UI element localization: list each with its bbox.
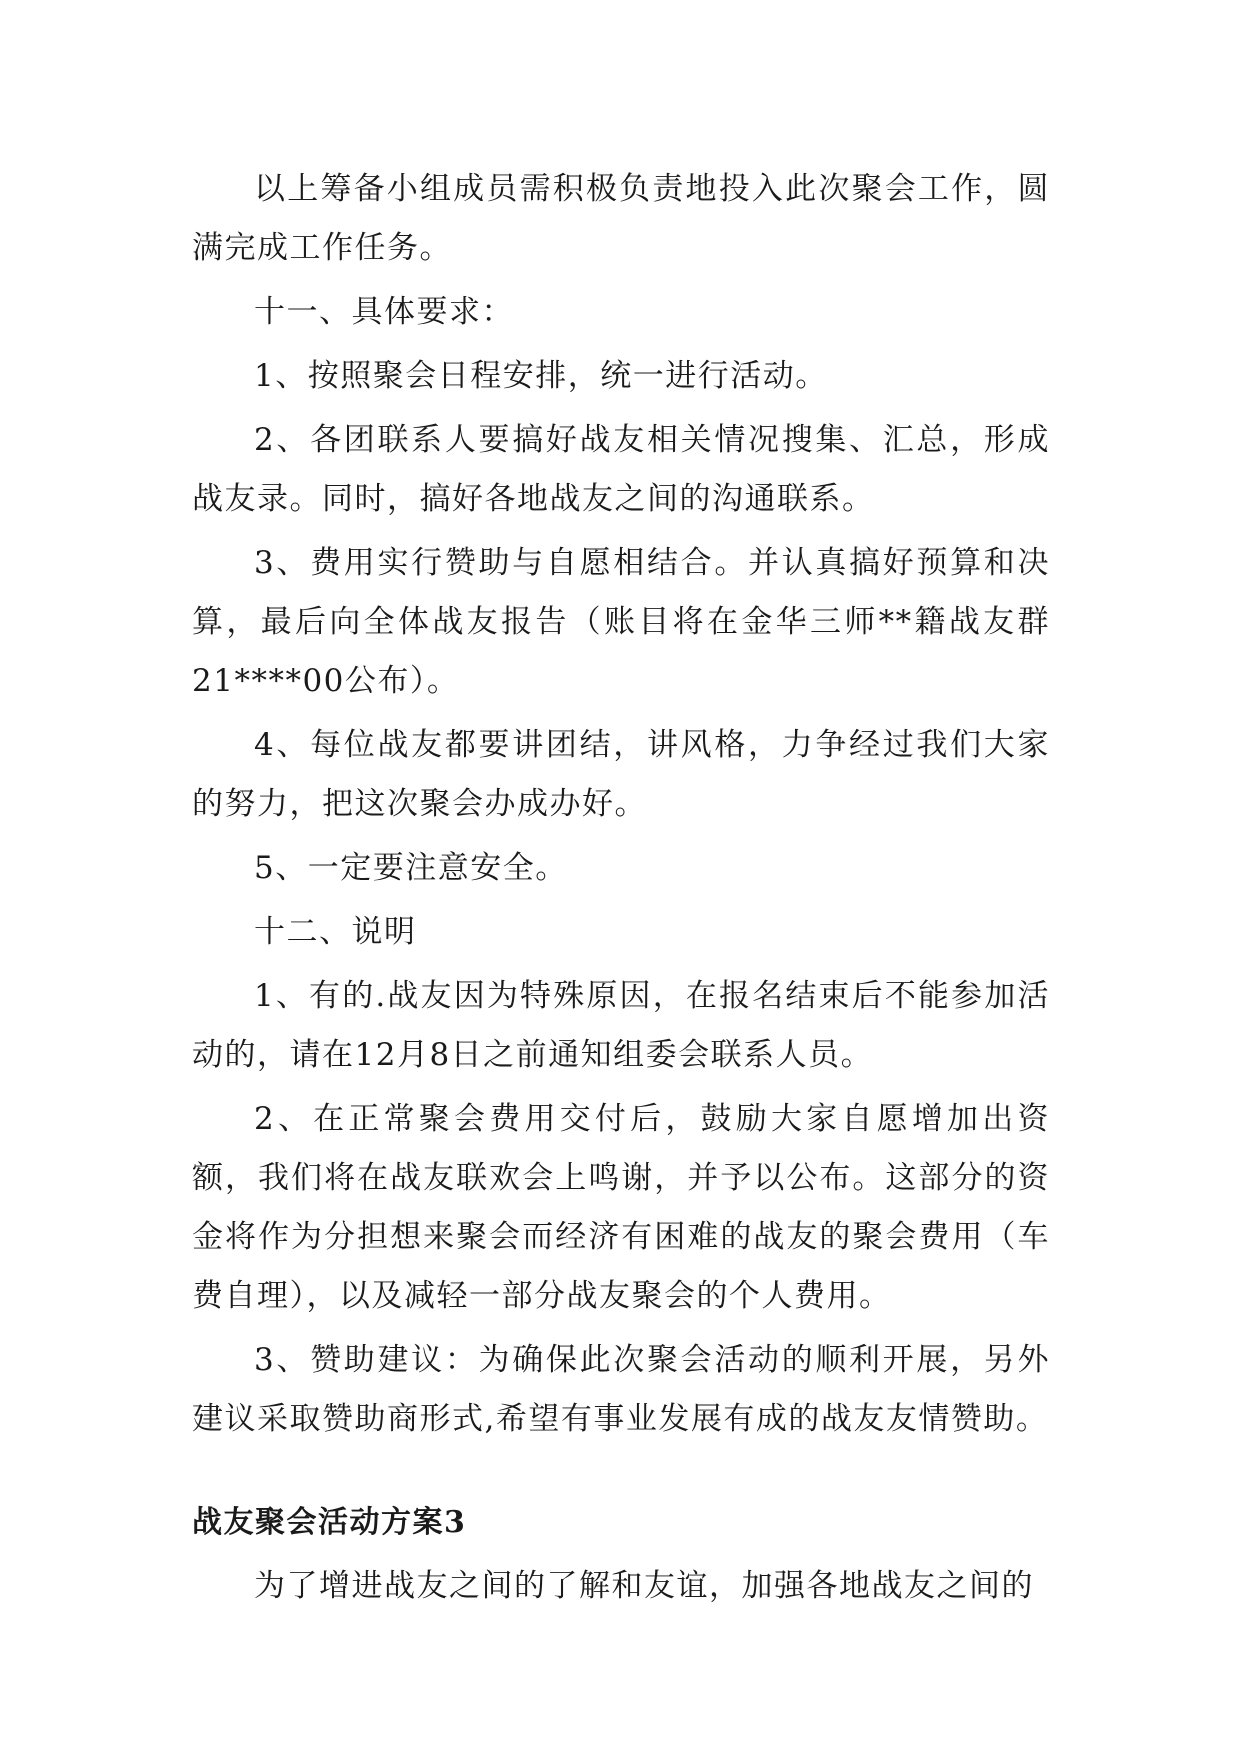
note-item-2: 2、在正常聚会费用交付后，鼓励大家自愿增加出资额，我们将在战友联欢会上鸣谢，并予以公布。这部分的资金将作为分担想来聚会而经济有困难的战友的聚会费用（车费自理），以及减轻一部分战友聚会的个人费用。	[192, 1101, 1050, 1314]
paragraph-preparation-group: 以上筹备小组成员需积极负责地投入此次聚会工作，圆满完成工作任务。	[192, 171, 1050, 266]
note-item-1: 1、有的.战友因为特殊原因，在报名结束后不能参加活动的，请在12月8日之前通知组委会联系人员。	[192, 978, 1050, 1073]
requirement-item-5: 5、一定要注意安全。	[254, 850, 568, 886]
requirement-item-4: 4、每位战友都要讲团结，讲风格，力争经过我们大家的努力，把这次聚会办成办好。	[192, 727, 1050, 822]
note-item-3: 3、赞助建议：为确保此次聚会活动的顺利开展，另外建议采取赞助商形式,希望有事业发展有成的战友友情赞助。	[192, 1342, 1050, 1437]
section-intro-paragraph: 为了增进战友之间的了解和友谊，加强各地战友之间的	[254, 1568, 1034, 1604]
heading-specific-requirements: 十一、具体要求：	[254, 294, 514, 330]
section-title: 战友聚会活动方案3	[192, 1505, 467, 1540]
document-body	[192, 160, 1050, 1621]
heading-notes: 十二、说明	[254, 914, 417, 950]
requirement-item-3: 3、费用实行赞助与自愿相结合。并认真搞好预算和决算，最后向全体战友报告（账目将在金华三师**籍战友群21****00公布）。	[192, 545, 1050, 699]
requirement-item-2: 2、各团联系人要搞好战友相关情况搜集、汇总，形成战友录。同时，搞好各地战友之间的沟通联系。	[192, 422, 1050, 517]
requirement-item-1: 1、按照聚会日程安排，统一进行活动。	[254, 358, 828, 394]
